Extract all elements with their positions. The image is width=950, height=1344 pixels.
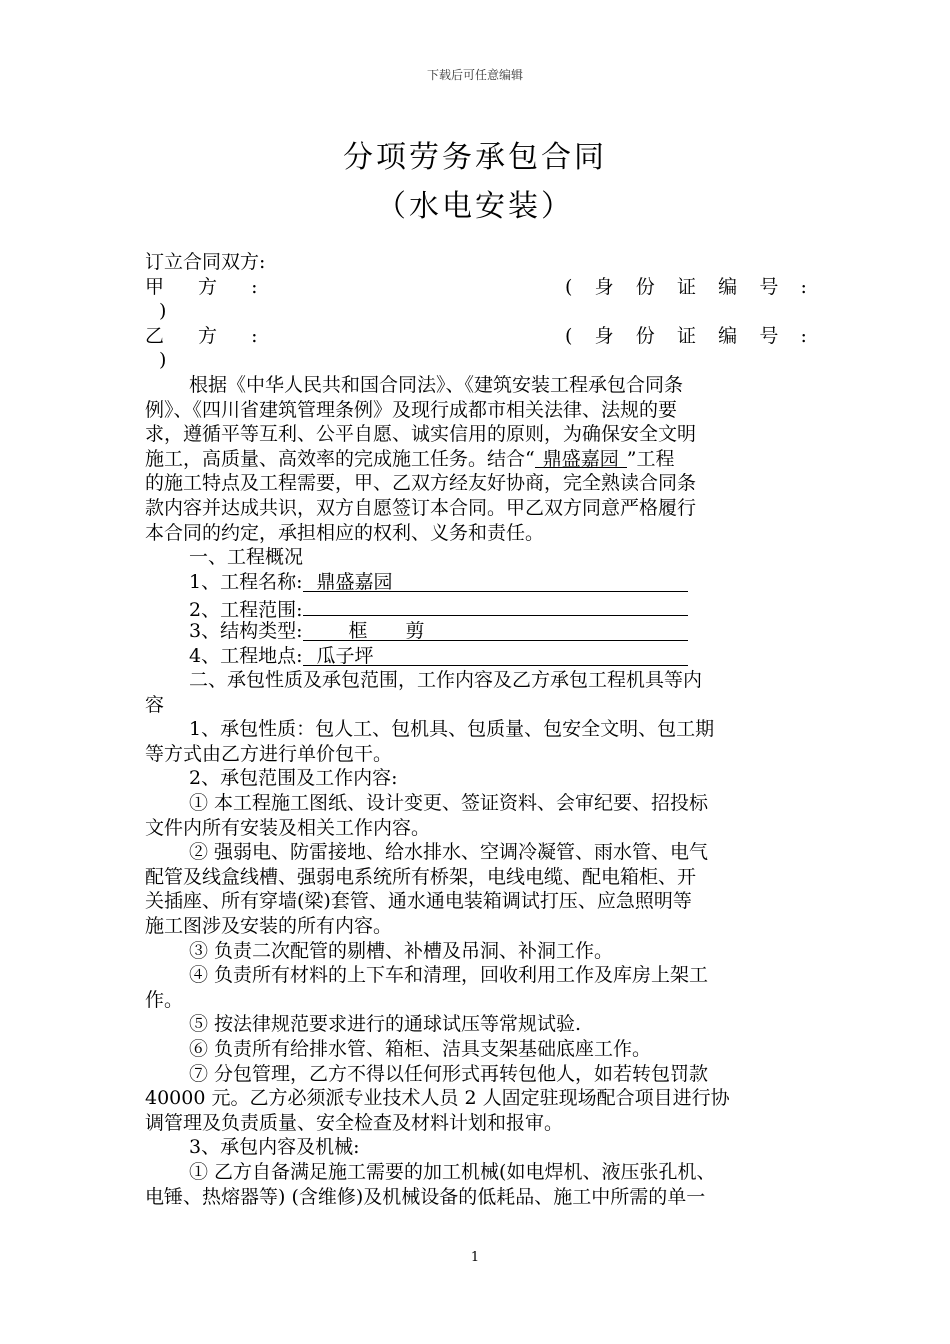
subsection-heading: 2、承包范围及工作内容: bbox=[189, 767, 398, 790]
structure-type-field: 框 剪 bbox=[303, 619, 688, 641]
paragraph-line: 等方式由乙方进行单价包干。 bbox=[145, 742, 393, 765]
party-b-id-label: ( 身 份 证 编 号 : bbox=[565, 324, 807, 347]
list-item-line: 40000 元。乙方必须派专业技术人员 2 人固定驻现场配合项目进行协 bbox=[145, 1087, 730, 1110]
parties-intro: 订立合同双方: bbox=[145, 251, 266, 273]
project-scope-field bbox=[303, 594, 688, 616]
project-name-underlined: 鼎盛嘉园 bbox=[535, 447, 627, 468]
party-a-label: 甲 方 : bbox=[145, 275, 272, 298]
list-item-line: 调管理及负责质量、安全检查及材料计划和报审。 bbox=[145, 1111, 564, 1134]
list-item-line: ① 本工程施工图纸、设计变更、签证资料、会审纪要、招投标 bbox=[189, 792, 709, 815]
preamble-line: 例》、《四川省建筑管理条例》及现行成都市相关法律、法规的要 bbox=[145, 398, 678, 421]
document-title: 分项劳务承包合同 bbox=[343, 140, 607, 175]
preamble-line: 根据《中华人民共和国合同法》、《建筑安装工程承包合同条 bbox=[189, 373, 684, 396]
list-item-line: ⑦ 分包管理，乙方不得以任何形式再转包他人，如若转包罚款 bbox=[189, 1062, 709, 1085]
list-item-line: 关插座、所有穿墙(梁)套管、通水通电装箱调试打压、应急照明等 bbox=[145, 890, 692, 913]
party-a-id-label: ( 身 份 证 编 号 : bbox=[565, 275, 807, 298]
project-location-row: 4、工程地点: 瓜子坪 bbox=[145, 644, 807, 669]
project-scope-row: 2、工程范围: bbox=[145, 594, 807, 619]
project-location-field: 瓜子坪 bbox=[303, 644, 688, 666]
page-number: 1 bbox=[470, 1250, 480, 1265]
party-b-row bbox=[145, 324, 807, 349]
list-item-line: ③ 负责二次配管的剔槽、补槽及吊洞、补洞工作。 bbox=[189, 939, 614, 962]
party-b-label: 乙 方 : bbox=[145, 324, 272, 347]
paragraph-line: 1、承包性质：包人工、包机具、包质量、包安全文明、包工期 bbox=[189, 718, 715, 741]
preamble-line: 款内容并达成共识，双方自愿签订本合同。甲乙双方同意严格履行 bbox=[145, 496, 697, 519]
page-header-note: 下载后可任意编辑 bbox=[426, 68, 523, 82]
preamble-line: 本合同的约定，承担相应的权利、义务和责任。 bbox=[145, 521, 545, 544]
list-item-line: ② 强弱电、防雷接地、给水排水、空调冷凝管、雨水管、电气 bbox=[189, 841, 709, 864]
list-item-line: 施工图涉及安装的所有内容。 bbox=[145, 915, 393, 938]
party-b-close: ) bbox=[159, 349, 167, 372]
list-item-line: 配管及线盒线槽、强弱电系统所有桥架，电线电缆、配电箱柜、开 bbox=[145, 865, 697, 888]
list-item-line: ⑤ 按法律规范要求进行的通球试压等常规试验. bbox=[189, 1013, 582, 1036]
preamble-line: 施工，高质量、高效率的完成施工任务。结合“ 鼎盛嘉园 ”工程 bbox=[145, 447, 675, 470]
structure-type-row: 3、结构类型: 框 剪 bbox=[145, 619, 807, 644]
section-heading: 一、工程概况 bbox=[189, 546, 304, 569]
document-subtitle: （水电安装） bbox=[376, 189, 574, 224]
preamble-line: 求，遵循平等互利、公平自愿、诚实信用的原则，为确保安全文明 bbox=[145, 423, 697, 446]
list-item-line: 文件内所有安装及相关工作内容。 bbox=[145, 816, 431, 839]
party-a-close: ) bbox=[159, 300, 167, 323]
section-heading-cont: 容 bbox=[145, 693, 165, 716]
subsection-heading: 3、承包内容及机械: bbox=[189, 1136, 360, 1159]
project-name-row: 1、工程名称: 鼎盛嘉园 bbox=[145, 570, 807, 595]
list-item-line: ⑥ 负责所有给排水管、箱柜、洁具支架基础底座工作。 bbox=[189, 1038, 652, 1060]
party-a-row bbox=[145, 275, 807, 300]
contract-body bbox=[145, 250, 807, 1209]
list-item-line: 作。 bbox=[145, 988, 184, 1011]
list-item-line: ① 乙方自备满足施工需要的加工机械(如电焊机、液压张孔机、 bbox=[189, 1160, 716, 1183]
preamble-line: 的施工特点及工程需要，甲、乙双方经友好协商，完全熟读合同条 bbox=[145, 472, 697, 495]
list-item-line: ④ 负责所有材料的上下车和清理，回收利用工作及库房上架工 bbox=[189, 964, 709, 987]
section-heading: 二、承包性质及承包范围，工作内容及乙方承包工程机具等内 bbox=[189, 669, 703, 692]
project-name-field: 鼎盛嘉园 bbox=[303, 570, 688, 592]
list-item-line: 电锤、热熔器等) (含维修)及机械设备的低耗品、施工中所需的单一 bbox=[145, 1185, 706, 1208]
